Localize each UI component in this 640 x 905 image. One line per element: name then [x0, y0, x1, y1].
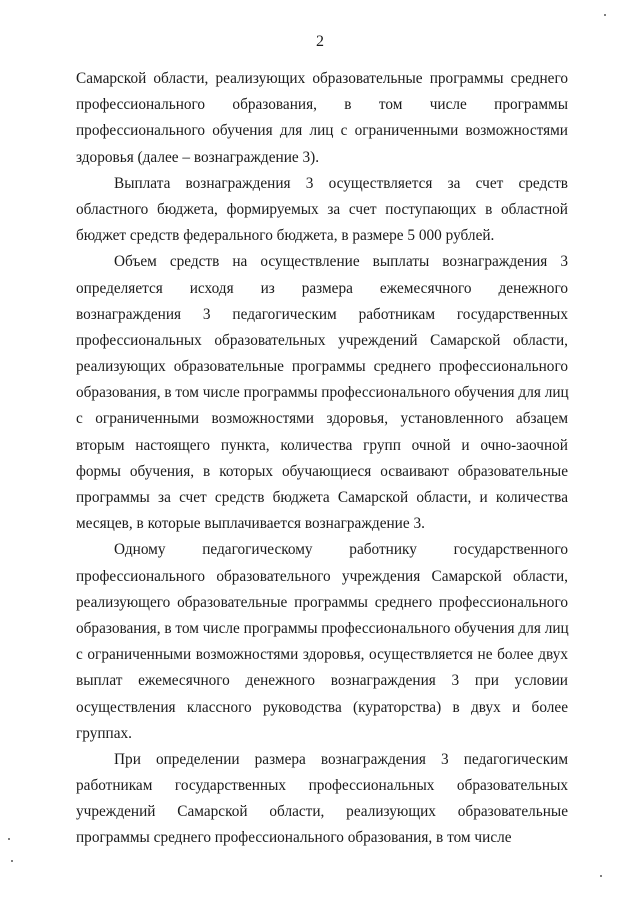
paragraph	[76, 171, 568, 250]
paragraph-line: профессиональных образовательных учреждений Самарской области,	[76, 331, 568, 349]
paragraph-line: программы среднего профессионального образования, в том числе	[76, 829, 512, 847]
scan-speck	[600, 875, 602, 877]
paragraph-line: группах.	[76, 724, 133, 742]
paragraph-line: профессионального образования, в том числе программы	[76, 96, 568, 114]
paragraph-line: профессионального обучения для лиц с ограниченными возможностями	[76, 122, 568, 140]
paragraph-line: образования, в том числе программы профессионального обучения для лиц	[76, 384, 569, 402]
paragraph-line: реализующих образовательные программы среднего профессионального	[76, 358, 568, 376]
paragraph	[76, 537, 568, 747]
paragraph-line: профессионального образовательного учреждения Самарской области,	[76, 567, 568, 585]
paragraph-line: Выплата вознаграждения 3 осуществляется за счет средств	[114, 174, 568, 192]
scan-speck	[8, 838, 10, 840]
paragraph-line: бюджет средств федерального бюджета, в размере 5 000 рублей.	[76, 227, 495, 245]
paragraph-line: с ограниченными возможностями здоровья, осуществляется не более двух	[76, 646, 568, 664]
paragraph-line: образования, в том числе программы профессионального обучения для лиц	[76, 619, 569, 637]
scan-speck	[604, 14, 606, 16]
paragraph-line: вознаграждения 3 педагогическим работникам государственных	[76, 305, 568, 323]
paragraph-line: реализующего образовательные программы среднего профессионального	[76, 593, 568, 611]
paragraph-line: вторым настоящего пункта, количества групп очной и очно-заочной	[76, 436, 568, 454]
paragraph-line: осуществления классного руководства (кураторства) в двух и более	[76, 698, 568, 716]
paragraph-line: областного бюджета, формируемых за счет поступающих в областной	[76, 200, 568, 218]
paragraph	[76, 747, 568, 852]
paragraph-line: При определении размера вознаграждения 3 педагогическим	[114, 750, 568, 768]
paragraph-line: здоровья (далее – вознаграждение 3).	[76, 148, 320, 166]
paragraph-line: месяцев, в которые выплачивается вознаграждение 3.	[76, 515, 425, 533]
paragraph-line: с ограниченными возможностями здоровья, установленного абзацем	[76, 410, 568, 428]
page-number: 2	[316, 33, 324, 50]
paragraph-line: учреждений Самарской области, реализующих образовательные	[76, 803, 568, 821]
paragraph-line: Одному педагогическому работнику государственного	[114, 541, 568, 559]
scan-speck	[11, 860, 13, 862]
paragraph-line: работникам государственных профессиональных образовательных	[76, 777, 568, 795]
paragraph-line: формы обучения, в которых обучающиеся осваивают образовательные	[76, 462, 568, 480]
paragraph-line: Самарской области, реализующих образовательные программы среднего	[76, 70, 568, 87]
paragraph-line: программы за счет средств бюджета Самарской области, и количества	[76, 489, 568, 506]
paragraph-line: определяется исходя из размера ежемесячного денежного	[76, 279, 568, 297]
paragraph-line: выплат ежемесячного денежного вознаграждения 3 при условии	[76, 672, 568, 690]
paragraph	[76, 249, 568, 537]
document-body	[76, 66, 568, 852]
paragraph-line: Объем средств на осуществление выплаты вознаграждения 3	[114, 253, 568, 271]
paragraph	[76, 66, 568, 171]
